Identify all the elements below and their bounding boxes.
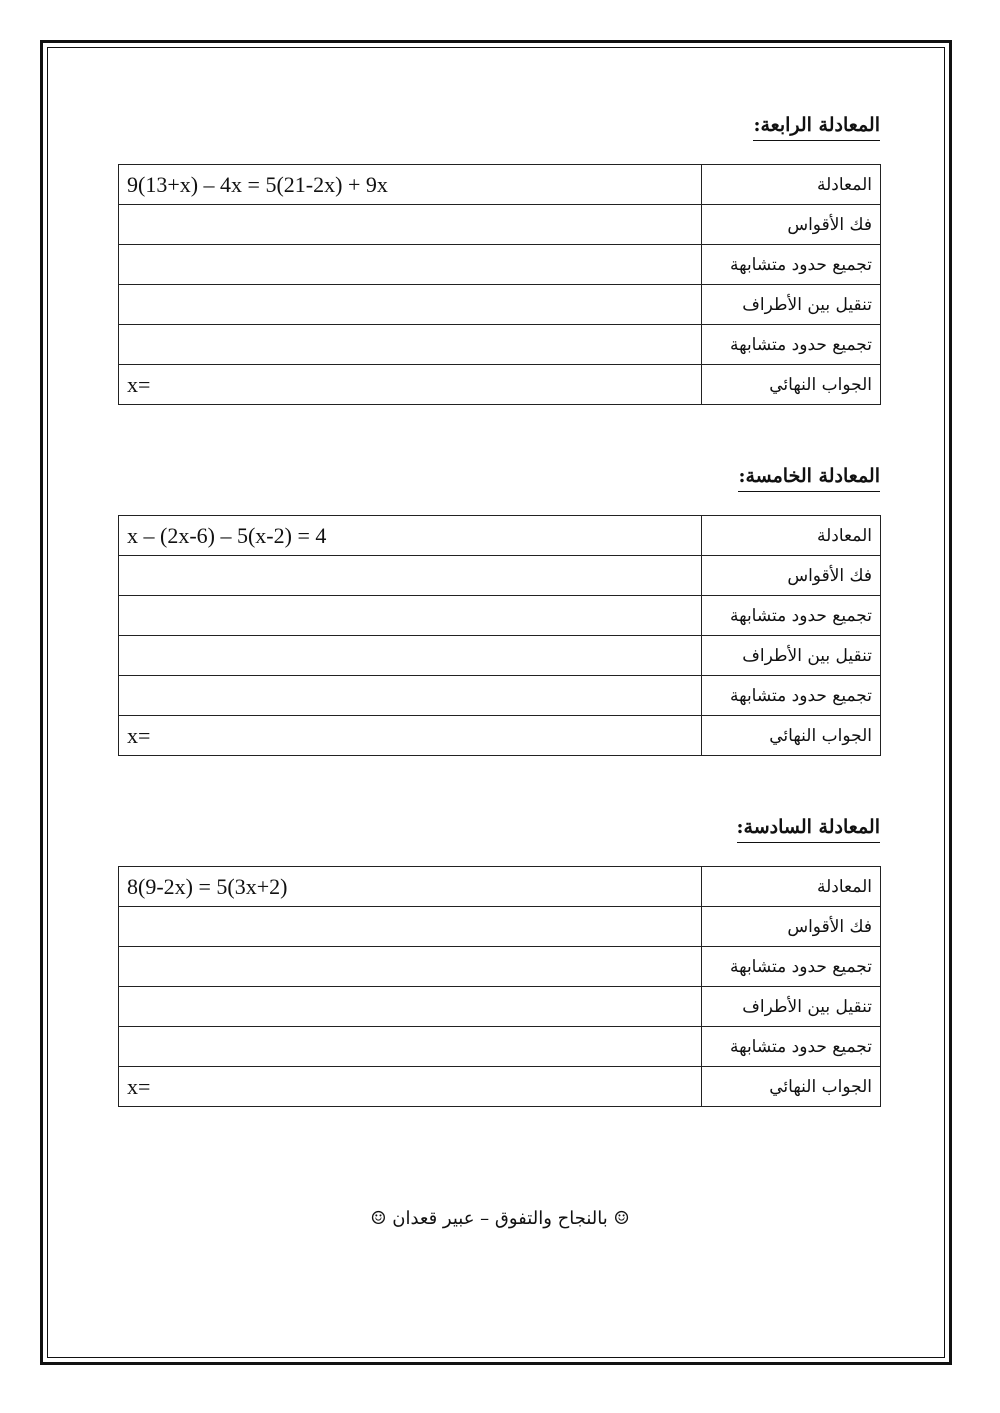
table-row — [119, 285, 881, 325]
answer-cell[interactable] — [119, 596, 702, 636]
section-heading: المعادلة الرابعة: — [753, 112, 880, 141]
answer-cell[interactable] — [119, 285, 702, 325]
table-row — [119, 947, 881, 987]
row-label: تجميع حدود متشابهة — [702, 245, 881, 285]
row-label: الجواب النهائي — [702, 716, 881, 756]
row-label: المعادلة — [702, 165, 881, 205]
table-row — [119, 205, 881, 245]
row-label: الجواب النهائي — [702, 365, 881, 405]
row-label: فك الأقواس — [702, 556, 881, 596]
equation-cell: 9(13+x) – 4x = 5(21-2x) + 9x — [119, 165, 702, 205]
row-label: تجميع حدود متشابهة — [702, 325, 881, 365]
row-label: تجميع حدود متشابهة — [702, 1027, 881, 1067]
row-label: تجميع حدود متشابهة — [702, 596, 881, 636]
answer-cell[interactable] — [119, 556, 702, 596]
answer-cell[interactable] — [119, 1027, 702, 1067]
row-label: فك الأقواس — [702, 907, 881, 947]
table-row — [119, 596, 881, 636]
table-row — [119, 365, 881, 405]
final-answer-cell[interactable]: x= — [119, 716, 702, 756]
row-label: فك الأقواس — [702, 205, 881, 245]
equation-cell: 8(9-2x) = 5(3x+2) — [119, 867, 702, 907]
table-row — [119, 1027, 881, 1067]
table-row — [119, 245, 881, 285]
answer-cell[interactable] — [119, 907, 702, 947]
table-row — [119, 1067, 881, 1107]
row-label: تجميع حدود متشابهة — [702, 947, 881, 987]
table-row — [119, 676, 881, 716]
table-row — [119, 716, 881, 756]
equation-table — [118, 164, 881, 405]
table-row — [119, 325, 881, 365]
table-row — [119, 556, 881, 596]
footer-signature: ☺ بالنجاح والتفوق – عبير قعدان ☺ — [370, 1208, 630, 1229]
answer-cell[interactable] — [119, 947, 702, 987]
final-answer-cell[interactable]: x= — [119, 365, 702, 405]
table-row — [119, 636, 881, 676]
section-heading: المعادلة الخامسة: — [738, 463, 880, 492]
equation-table — [118, 866, 881, 1107]
answer-cell[interactable] — [119, 676, 702, 716]
equation-section-4 — [118, 112, 880, 405]
answer-cell[interactable] — [119, 987, 702, 1027]
row-label: المعادلة — [702, 867, 881, 907]
row-label: المعادلة — [702, 516, 881, 556]
row-label: تنقيل بين الأطراف — [702, 636, 881, 676]
equation-cell: x – (2x-6) – 5(x-2) = 4 — [119, 516, 702, 556]
answer-cell[interactable] — [119, 205, 702, 245]
table-row — [119, 907, 881, 947]
table-row — [119, 165, 881, 205]
equation-table — [118, 515, 881, 756]
table-row — [119, 867, 881, 907]
row-label: تنقيل بين الأطراف — [702, 987, 881, 1027]
answer-cell[interactable] — [119, 325, 702, 365]
row-label: تجميع حدود متشابهة — [702, 676, 881, 716]
row-label: الجواب النهائي — [702, 1067, 881, 1107]
row-label: تنقيل بين الأطراف — [702, 285, 881, 325]
answer-cell[interactable] — [119, 245, 702, 285]
final-answer-cell[interactable]: x= — [119, 1067, 702, 1107]
equation-section-5 — [118, 463, 880, 756]
table-row — [119, 516, 881, 556]
equation-section-6 — [118, 814, 880, 1107]
section-heading: المعادلة السادسة: — [737, 814, 880, 843]
answer-cell[interactable] — [119, 636, 702, 676]
table-row — [119, 987, 881, 1027]
